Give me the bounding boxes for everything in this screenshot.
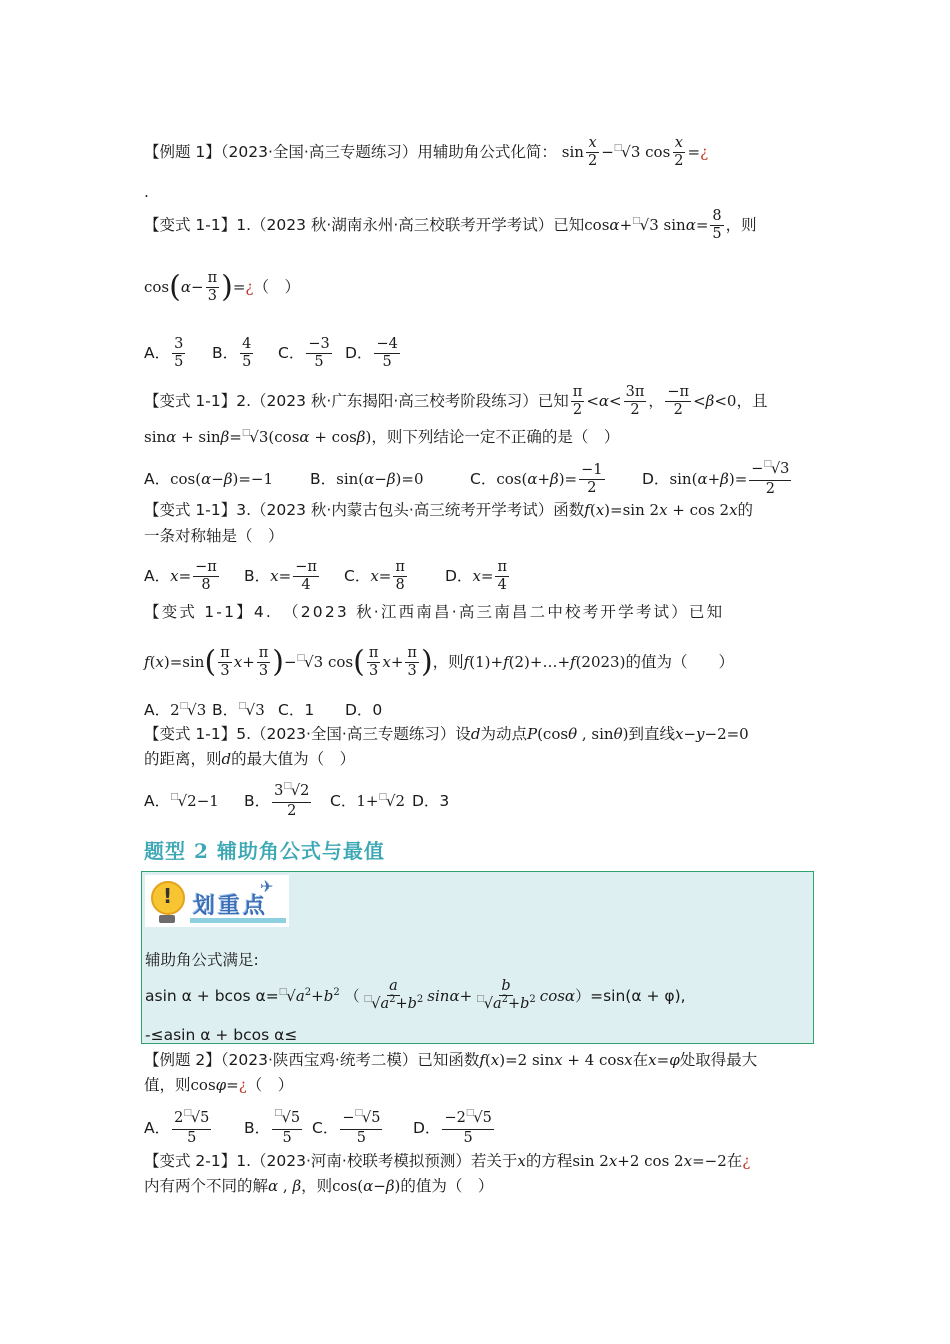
q15-options: A．□√2−1 B． $\frac{3^□√2}{2}$ C．1+□√2 D．3 [144, 781, 450, 819]
q14-value: 的值为（ ） [625, 653, 734, 671]
q15-option-d: D．3 [412, 792, 450, 810]
q15-source: （2023·全国·高三专题练习）设 [251, 725, 471, 743]
q12-options: A．cos(α−β)=−1 B．sin(α−β)=0 C．cos(α+β)= $\frac{-1}{2}$ D．sin(α+β)= $\frac{-^□√3}{2}$ [144, 459, 790, 497]
q21-line2: 内有两个不同的解 [144, 1177, 269, 1195]
ex2-paren: （ ） [246, 1076, 294, 1094]
q13-source: （2023 秋·内蒙古包头·高三统考开学考试）函数 [251, 501, 585, 519]
q14-source: （2023 秋·江西南昌·高三南昌二中校考开学考试）已知 [290, 603, 725, 621]
q15-line2b: 的最大值为（ ） [231, 750, 356, 768]
question-1-4 [144, 601, 808, 623]
q13-option-d: D． [445, 567, 473, 585]
q11-source: （2023 秋·湖南永州·高三校联考开学考试）已知 [251, 216, 585, 234]
q21-label: 【变式 2-1】1. [144, 1152, 252, 1170]
question-2-1-line2: 内有两个不同的解α , β，则cos(α−β)的值为（ ） [144, 1177, 494, 1195]
q11-then: ，则 [725, 216, 757, 234]
paper-plane-icon: ✈ [260, 877, 274, 896]
question-1-5-line2: 的距离，则d的最大值为（ ） [144, 750, 356, 768]
q15-option-c: C． [330, 792, 357, 810]
q13-option-a: A． [144, 567, 171, 585]
key-points-box [141, 871, 814, 1044]
q15-mid2: 到直线 [628, 725, 675, 743]
q14-option-a: A． [144, 701, 171, 719]
q11-label: 【变式 1-1】1. [144, 216, 252, 234]
q14-option-b: B． [212, 701, 239, 719]
q14-option-c: C．1 [278, 701, 315, 719]
ex2-line2: 值，则 [144, 1076, 191, 1094]
q11-options: A． $\frac{3}{5}$ B． $\frac{4}{5}$ C． $\frac{-3}{5}$ D． $\frac{-4}{5}$ [144, 336, 398, 370]
example-1-dot: . [144, 183, 149, 201]
ex2-source: （2023·陕西宝鸡·统考二模）已知函数 [220, 1051, 480, 1069]
question-1-1: 【变式 1-1】1.（2023 秋·湖南永州·高三校联考开学考试）已知cosα+□√3 sinα= $\frac{8}{5}$ ，则 [144, 208, 757, 242]
q11-paren: （ ） [253, 278, 300, 296]
q13-tail: 的 [737, 501, 754, 519]
ex2-option-d: D． [413, 1119, 441, 1137]
q15-label: 【变式 1-1】5. [144, 725, 252, 743]
question-1-4-line2: f(x)=sin( $\frac{\pi}{3}$ x+ $\frac{\pi}{3}$ )−□√3 cos( $\frac{\pi}{3}$ x+ $\frac{\pi}{3}$ )，则f(1)+f(2)+…+f(2023)的值为（ ） [144, 644, 734, 680]
question-1-5: 【变式 1-1】5.（2023·全国·高三专题练习）设d为动点P(cosθ , sinθ)到直线x−y−2=0 [144, 725, 749, 743]
badge-text: 划重点 [193, 894, 269, 919]
q21-eqpre: 的方程 [525, 1152, 573, 1170]
q13-label: 【变式 1-1】3. [144, 501, 252, 519]
q14-option-d: D．0 [345, 701, 383, 719]
q13-option-b: B． [244, 567, 271, 585]
q12-label: 【变式 1-1】2. [144, 392, 252, 410]
ex2-option-c: C． [312, 1119, 339, 1137]
q15-line2: 的距离，则 [144, 750, 222, 768]
question-1-2: 【变式 1-1】2.（2023 秋·广东揭阳·高三校考阶段练习）已知 $\frac{\pi}{2}$ <α< $\frac{3\pi}{2}$ ， $\frac{-\pi}{2}$ <β<0，且 [144, 384, 768, 418]
q21-line2c: 的值为（ ） [400, 1177, 494, 1195]
keybox-line3: -≤asin α + bcos α≤ [145, 1026, 298, 1044]
q12-option-a: A． [144, 470, 171, 488]
q13-options: A．x= $\frac{-\pi}{8}$ B．x= $\frac{-\pi}{4}$ C．x= $\frac{\pi}{8}$ D．x= $\frac{\pi}{4}$ [144, 559, 508, 593]
q11-option-c: C． [278, 344, 305, 362]
ex2-option-a: A． [144, 1119, 171, 1137]
lightbulb-icon [151, 881, 185, 915]
q21-in: 在 [726, 1152, 743, 1170]
key-points-badge [145, 875, 289, 927]
q12-option-d: D． [642, 470, 670, 488]
keybox-line2: asin α + bcos $\alpha=^□√a^2+b^2$ （ $\frac{a}{^□√a^2+b^2}$ sinα+ $\frac{b}{^□√a^2+b^2}$ cosα）=sin(α + φ), [145, 978, 686, 1012]
q15-option-b: B． [244, 792, 271, 810]
q13-line2: 一条对称轴是（ ） [144, 527, 284, 545]
q12-source: （2023 秋·广东揭阳·高三校考阶段练习）已知 [251, 392, 569, 410]
q12-option-b: B． [310, 470, 337, 488]
q21-source: （2023·河南·校联考模拟预测）若关于 [251, 1152, 518, 1170]
q12-text2: ，则下列结论一定不正确的是（ ） [371, 428, 620, 446]
lightbulb-base [159, 915, 175, 923]
q11-option-b: B． [212, 344, 239, 362]
keybox-line1: 辅助角公式满足: [145, 951, 259, 969]
keybox-line2-left: asin α + bcos α= [145, 987, 279, 1005]
question-1-3: 【变式 1-1】3.（2023 秋·内蒙古包头·高三统考开学考试）函数f(x)=sin 2x + cos 2x的 [144, 501, 754, 519]
question-1-2-line2: sinα + sinβ=□√3(cosα + cosβ)，则下列结论一定不正确的是（ ） [144, 428, 620, 446]
example-1-label: 【例题 1】 [144, 143, 221, 161]
q14-then: ，则 [432, 653, 464, 671]
example-2: 【例题 2】（2023·陕西宝鸡·统考二模）已知函数f(x)=2 sinx + 4 cosx在x=φ处取得最大 [144, 1051, 758, 1069]
ex2-label: 【例题 2】 [144, 1051, 221, 1069]
section-heading: 题型 2 辅助角公式与最值 [144, 839, 385, 863]
q14-label: 【变式 1-1】4. [144, 603, 274, 621]
example-2-line2: 值，则cosφ=¿（ ） [144, 1076, 294, 1094]
q11-option-d: D． [345, 344, 373, 362]
ex2-option-b: B． [244, 1119, 271, 1137]
question-2-1: 【变式 2-1】1.（2023·河南·校联考模拟预测）若关于x的方程sin 2x+2 cos 2x=−2在¿ [144, 1152, 751, 1170]
q15-option-a: A． [144, 792, 171, 810]
keybox-line2-right: =sin(α + φ), [590, 987, 686, 1005]
q13-option-c: C． [344, 567, 371, 585]
q12-option-c: C． [470, 470, 497, 488]
q12-and: ，且 [736, 392, 768, 410]
ex2-max: 处取得最大 [679, 1051, 758, 1069]
q21-line2b: ，则 [301, 1177, 333, 1195]
question-1-1-line2: cos(α− $\frac{\pi}{3}$ )=¿（ ） [144, 269, 300, 305]
example-1: 【例题 1】（2023·全国·高三专题练习）用辅助角公式化简： sin $\frac{x}{2}$ −□√3 cos $\frac{x}{2}$ =¿ [144, 135, 709, 169]
q14-options: A．2□√3 B．□√3 C．1 D．0 [144, 701, 383, 719]
q15-mid1: 为动点 [480, 725, 527, 743]
ex2-at: 在 [632, 1051, 649, 1069]
q11-option-a: A． [144, 344, 171, 362]
example-1-source: （2023·全国·高三专题练习）用辅助角公式化简： [220, 143, 557, 161]
ex2-options: A． $\frac{2^□√5}{5}$ B． $\frac{^□√5}{5}$ C． $\frac{-^□√5}{5}$ D． $\frac{-2^□√5}{5}$ [144, 1108, 492, 1146]
